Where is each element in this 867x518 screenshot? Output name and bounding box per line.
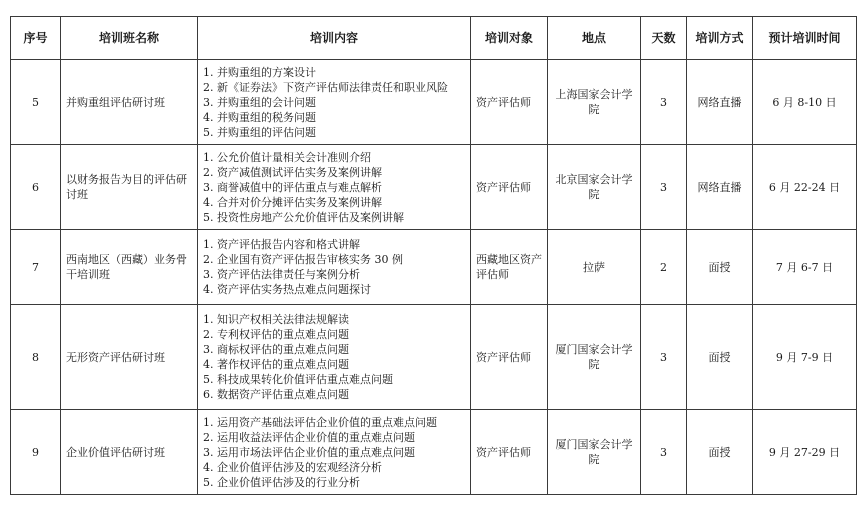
cell-location: 厦门国家会计学院: [548, 305, 641, 410]
header-content: 培训内容: [198, 17, 471, 60]
cell-content: [198, 145, 471, 230]
content-item: 4. 企业价值评估涉及的宏观经济分析: [203, 460, 382, 474]
cell-no: 5: [11, 60, 61, 145]
cell-no: 6: [11, 145, 61, 230]
content-item: 3. 并购重组的会计问题: [203, 95, 316, 109]
cell-content: [198, 305, 471, 410]
cell-course-name: 企业价值评估研讨班: [61, 410, 198, 495]
cell-days: 3: [641, 410, 687, 495]
cell-time: 9 月 27-29 日: [753, 410, 857, 495]
cell-content: [198, 60, 471, 145]
content-item: 6. 数据资产评估重点难点问题: [203, 388, 349, 401]
cell-time: 6 月 8-10 日: [753, 60, 857, 145]
cell-audience: 资产评估师: [471, 145, 548, 230]
cell-audience: 资产评估师: [471, 410, 548, 495]
cell-audience: 资产评估师: [471, 305, 548, 410]
cell-days: 3: [641, 60, 687, 145]
cell-method: 网络直播: [687, 145, 753, 230]
table-row: [11, 230, 857, 305]
content-item: 2. 新《证券法》下资产评估师法律责任和职业风险: [203, 80, 448, 94]
content-item: 1. 知识产权相关法律法规解读: [203, 313, 349, 326]
cell-method: 网络直播: [687, 60, 753, 145]
content-item: 3. 商誉减值中的评估重点与难点解析: [203, 180, 382, 194]
content-item: 4. 资产评估实务热点难点问题探讨: [203, 283, 371, 296]
cell-days: 3: [641, 305, 687, 410]
cell-no: 7: [11, 230, 61, 305]
cell-course-name: 以财务报告为目的评估研讨班: [61, 145, 198, 230]
cell-method: 面授: [687, 410, 753, 495]
header-name: 培训班名称: [61, 17, 198, 60]
cell-time: 6 月 22-24 日: [753, 145, 857, 230]
content-item: 3. 运用市场法评估企业价值的重点难点问题: [203, 445, 415, 459]
cell-method: 面授: [687, 230, 753, 305]
table-row: [11, 145, 857, 230]
cell-audience: 资产评估师: [471, 60, 548, 145]
table-row: [11, 410, 857, 495]
cell-course-name: 并购重组评估研讨班: [61, 60, 198, 145]
table-row: [11, 305, 857, 410]
content-item: 5. 投资性房地产公允价值评估及案例讲解: [203, 210, 404, 224]
content-item: 4. 并购重组的税务问题: [203, 110, 316, 124]
cell-course-name: 无形资产评估研讨班: [61, 305, 198, 410]
cell-days: 3: [641, 145, 687, 230]
content-item: 1. 运用资产基础法评估企业价值的重点难点问题: [203, 415, 437, 429]
content-item: 4. 合并对价分摊评估实务及案例讲解: [203, 195, 382, 209]
content-item: 2. 运用收益法评估企业价值的重点难点问题: [203, 430, 415, 444]
header-days: 天数: [641, 17, 687, 60]
training-schedule-table: [10, 16, 857, 495]
header-time: 预计培训时间: [753, 17, 857, 60]
content-item: 1. 资产评估报告内容和格式讲解: [203, 238, 360, 251]
content-item: 2. 专利权评估的重点难点问题: [203, 328, 349, 341]
cell-content: [198, 230, 471, 305]
cell-location: 北京国家会计学院: [548, 145, 641, 230]
cell-course-name: 西南地区（西藏）业务骨干培训班: [61, 230, 198, 305]
cell-method: 面授: [687, 305, 753, 410]
cell-time: 7 月 6-7 日: [753, 230, 857, 305]
header-no: 序号: [11, 17, 61, 60]
cell-time: 9 月 7-9 日: [753, 305, 857, 410]
cell-content: [198, 410, 471, 495]
content-item: 5. 科技成果转化价值评估重点难点问题: [203, 373, 393, 386]
cell-location: 拉萨: [548, 230, 641, 305]
table-row: [11, 60, 857, 145]
content-item: 1. 公允价值计量相关会计准则介绍: [203, 150, 371, 164]
content-item: 3. 商标权评估的重点难点问题: [203, 343, 349, 356]
content-item: 5. 企业价值评估涉及的行业分析: [203, 475, 360, 489]
header-location: 地点: [548, 17, 641, 60]
cell-audience: 西藏地区资产评估师: [471, 230, 548, 305]
cell-no: 9: [11, 410, 61, 495]
header-method: 培训方式: [687, 17, 753, 60]
cell-no: 8: [11, 305, 61, 410]
content-item: 4. 著作权评估的重点难点问题: [203, 358, 349, 371]
cell-location: 上海国家会计学院: [548, 60, 641, 145]
cell-days: 2: [641, 230, 687, 305]
header-audience: 培训对象: [471, 17, 548, 60]
table-header-row: [11, 17, 857, 60]
content-item: 5. 并购重组的评估问题: [203, 125, 316, 139]
cell-location: 厦门国家会计学院: [548, 410, 641, 495]
content-item: 2. 企业国有资产评估报告审核实务 30 例: [203, 253, 403, 266]
content-item: 1. 并购重组的方案设计: [203, 65, 316, 79]
content-item: 2. 资产减值测试评估实务及案例讲解: [203, 165, 382, 179]
content-item: 3. 资产评估法律责任与案例分析: [203, 268, 360, 281]
